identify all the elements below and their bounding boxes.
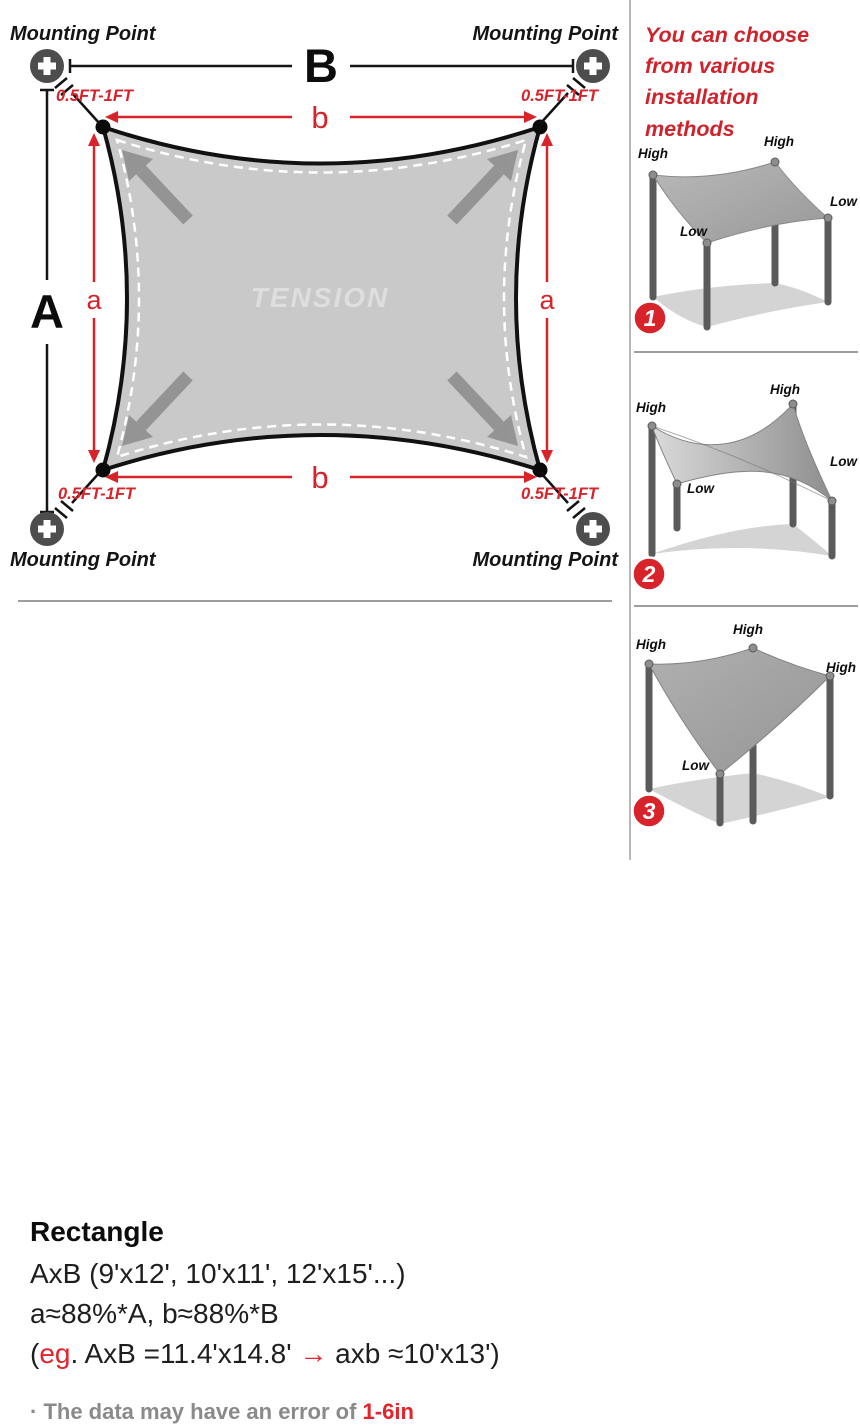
error-note-value: 1-6in — [362, 1399, 414, 1424]
sidebar-header: You can choose from various installation methods — [645, 23, 810, 141]
vertical-divider — [629, 0, 631, 860]
height-label: Low — [687, 481, 714, 496]
error-note — [30, 1399, 414, 1425]
rectangle-sail-diagram — [0, 0, 628, 600]
formula-line: a≈88%*A, b≈88%*B — [30, 1298, 279, 1329]
height-label: Low — [682, 758, 709, 773]
mounting-anchor-icon — [576, 512, 610, 546]
mounting-point-label: Mounting Point — [10, 549, 156, 571]
mounting-point-label: Mounting Point — [472, 23, 618, 45]
mounting-point-label: Mounting Point — [10, 23, 156, 45]
offset-label: 0.5FT-1FT — [520, 87, 598, 105]
height-label: High — [826, 660, 856, 675]
sizes-line: AxB (9'x12', 10'x11', 12'x15'...) — [30, 1258, 406, 1289]
method-number-badge — [633, 558, 666, 591]
dimension-label-B: B — [304, 39, 338, 92]
mounting-anchor-icon — [30, 512, 64, 546]
method-number-badge — [634, 302, 667, 335]
height-label: High — [770, 382, 800, 397]
height-label: High — [638, 146, 668, 161]
dimension-label-b-bottom: b — [311, 460, 329, 495]
height-label: High — [764, 134, 794, 149]
example-middle: . AxB =11.4'x14.8' — [70, 1338, 300, 1369]
example-arrow-icon: → — [299, 1338, 328, 1369]
installation-method-3-illustration — [632, 608, 858, 858]
height-label: High — [733, 622, 763, 637]
dimension-label-a-left: a — [86, 285, 102, 315]
installation-method-1-illustration — [632, 112, 858, 350]
example-line — [30, 1338, 500, 1370]
height-label: High — [636, 400, 666, 415]
mounting-point-label: Mounting Point — [472, 549, 618, 571]
method-number-badge — [633, 795, 666, 828]
offset-label: 0.5FT-1FT — [520, 485, 598, 503]
dimension-label-A: A — [30, 285, 64, 338]
sidebar-divider-1 — [634, 351, 858, 353]
svg-text:1: 1 — [643, 305, 657, 331]
ground-shadow — [649, 773, 830, 824]
height-label: High — [636, 637, 666, 652]
canopy — [649, 648, 830, 774]
mounting-anchor-icon — [30, 49, 64, 83]
height-label: Low — [830, 454, 857, 469]
svg-text:3: 3 — [642, 798, 656, 824]
offset-label: 0.5FT-1FT — [58, 485, 136, 503]
installation-method-2-illustration — [632, 354, 858, 604]
offset-label: 0.5FT-1FT — [56, 87, 134, 105]
mounting-anchor-icon — [576, 49, 610, 83]
ground-shadow — [653, 283, 828, 327]
height-label: Low — [680, 224, 707, 239]
dimension-label-a-right: a — [539, 285, 555, 315]
tension-watermark: TENSION — [250, 282, 390, 313]
size-info-block — [0, 600, 628, 1424]
svg-text:2: 2 — [642, 561, 656, 587]
sidebar-divider-2 — [634, 605, 858, 607]
error-note-text: · The data may have an error of — [30, 1399, 363, 1424]
height-label: Low — [830, 194, 857, 209]
example-eg: eg — [39, 1338, 71, 1369]
example-open: ( — [30, 1338, 40, 1369]
example-tail: axb ≈10'x13') — [327, 1338, 500, 1369]
dimension-label-b-top: b — [311, 100, 329, 135]
shape-title: Rectangle — [30, 1216, 164, 1247]
